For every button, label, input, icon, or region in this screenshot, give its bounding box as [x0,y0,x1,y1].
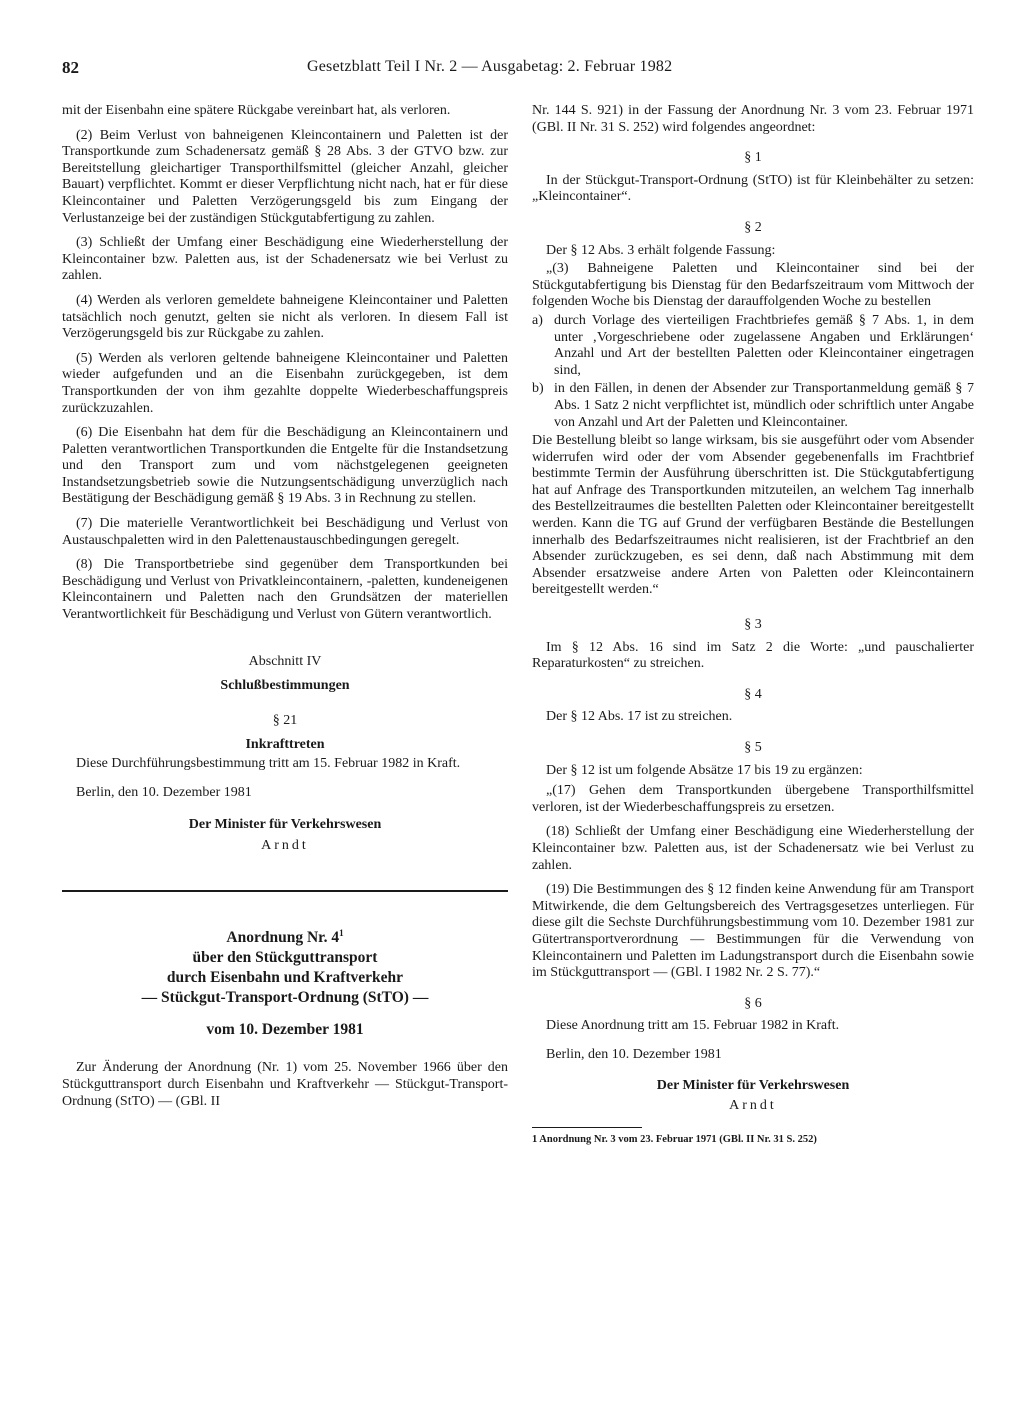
section-5-lead: Der § 12 ist um folgende Absätze 17 bis 19 zu ergänzen: [546,762,863,778]
list-label-a: a) [532,312,543,328]
section-5-number: § 5 [744,740,762,755]
paragraph-7: (7) Die materielle Verantwortlichkeit bei Beschädigung und Verlust von Austauschpaletten wird in den Palettenaustauschbedingungen geregelt. [62,516,508,548]
paragraph-2: (2) Beim Verlust von bahneigenen Kleincontainern und Paletten ist der Transportkunde zum Schadenersatz gemäß § 28 Abs. 3 der GTVO bzw. zur Bereitstellung gleichartiger Transporthilfsmittel (gleicher Anzahl, gleicher Bauart) verpflichtet. Kommt er dieser Verpflichtung nicht nach, hat er für diese Kleincontainer und Paletten Verzögerungsgeld bis zum Eingang der Verlustanzeige bei der zuständigen Stückgutabfertigung zu zahlen. [62,127,508,226]
section-6-text: Diese Anordnung tritt am 15. Februar 1982 in Kraft. [546,1018,840,1034]
section-1-text: In der Stückgut-Transport-Ordnung (StTO) ist für Kleinbehälter zu setzen: „Kleincontainer“. [532,172,974,205]
signature-right: Arndt [729,1098,777,1114]
paragraph-4: (4) Werden als verloren gemeldete bahneigene Kleincontainer und Paletten tatsächlich noch genutzt, gelten sie nicht als verloren. In diesem Fall ist Verzögerungsgeld bis zur Rückgabe zu zahlen. [62,292,508,342]
page-number: 82 [62,58,79,77]
section-3-number: § 3 [744,617,762,633]
order-title-line-4: — Stückgut-Transport-Ordnung (StTO) — [141,989,429,1007]
section-1-number: § 1 [744,150,762,166]
list-item-b [532,381,974,431]
section-label: Abschnitt IV [248,653,322,669]
footnote-marker: 1 [339,928,344,939]
right-column [532,103,974,1148]
list-text-a: durch Vorlage des vierteiligen Frachtbriefes gemäß § 7 Abs. 1, in dem unter ‚Vorgeschriebene oder zugelassene Angaben und Erklärungen‘ Anzahl und Art der bestellten Paletten oder Kleincontainer eingetragen sind, [554,312,974,378]
order-title-line-2: über den Stückguttransport [192,949,378,967]
footnote: 1 Anordnung Nr. 3 vom 23. Februar 1971 (GBl. II Nr. 31 S. 252) [532,1133,817,1145]
section-4-text: Der § 12 Abs. 17 ist zu streichen. [546,709,733,725]
order-title-line-3: durch Eisenbahn und Kraftverkehr [166,969,404,987]
section-title: Schlußbestimmungen [220,678,350,694]
section-5-para-19: (19) Die Bestimmungen des § 12 finden keine Anwendung für am Transport Mitwirkende, die dem Geltungsbereich des Vertragsgesetzes unterliegen. Für diese gilt die Sechste Durchführungsbestimmung vom 10. Dezember 1981 zur Gütertransportverordnung — Bestimmungen für die Verwendung von Kleincontainern und Paletten im Ladungstransport durch die Eisenbahn sowie im Stückguttransport — (GBl. I 1982 Nr. 2 S. 77).“ [532,882,974,981]
running-title: Gesetzblatt Teil I Nr. 2 — Ausgabetag: 2. Februar 1982 [307,58,673,75]
list-item-a [532,313,974,379]
section-2-quote: „(3) Bahneigene Paletten und Kleincontainer sind bei der Stückgutabfertigung bis Dienstag für den Bedarfszeitraum vom Mittwoch der folgenden Woche bis Dienstag der darauffolgenden Woche zu bestellen [532,261,974,310]
paragraph-8: (8) Die Transportbetriebe sind gegenüber dem Transportkunden bei Beschädigung und Verlust von Privatkleincontainern, -paletten, kundeneigenen Kleincontainern und Paletten nach den Grundsätzen der materiellen Verantwortlichkeit für Beschädigung und Verlust von Gütern verantwortlich. [62,557,508,623]
section-2-number: § 2 [744,219,762,235]
footnote-rule [532,1127,642,1128]
place-date: Berlin, den 10. Dezember 1981 [76,784,252,800]
order-heading [62,928,508,1040]
section-5-para-18: (18) Schließt der Umfang einer Beschädigung eine Wiederherstellung der Kleincontainer bzw. Paletten aus, ist der Schadenersatz wie bei Verlust zu zahlen. [532,824,974,873]
paragraph-6: (6) Die Eisenbahn hat dem für die Beschädigung an Kleincontainern und Paletten verantwortlichen Transportkunden die Entgelte für die Instandsetzung und den Transport zum und vom nächstgelegenen geeigneten Instandsetzungsbetrieb sowie die Nutzungsentschädigung unverzüglich nach Bestätigung der Beschädigung gemäß § 19 Abs. 3 in Rechnung zu stellen. [62,425,508,507]
minister-title-right: Der Minister für Verkehrswesen [656,1077,850,1093]
page-header [62,58,974,82]
paragraph-intro: mit der Eisenbahn eine spätere Rückgabe vereinbart hat, als verloren. [62,103,451,118]
place-date-right: Berlin, den 10. Dezember 1981 [546,1046,722,1062]
paragraph-21-number: § 21 [272,712,298,728]
paragraph-5: (5) Werden als verloren geltende bahneigene Kleincontainer und Paletten wieder aufgefunden und an die Eisenbahn zurückgegeben, ist dem Transportkunden der von ihm gezahlte doppelte Wiederbeschaffungspreis zurückzuzahlen. [62,350,508,416]
paragraph-3: (3) Schließt der Umfang einer Beschädigung eine Wiederherstellung der Kleincontainer bzw. Paletten aus, ist der Schadenersatz wie bei Verlust zu zahlen. [62,235,508,284]
order-date: vom 10. Dezember 1981 [206,1021,364,1039]
order-title-line-1: Anordnung Nr. 4 [226,929,340,947]
paragraph-21-text: Diese Durchführungsbestimmung tritt am 15. Februar 1982 in Kraft. [76,756,461,771]
list-label-b: b) [532,381,544,397]
signature: Arndt [261,837,309,853]
section-3-text: Im § 12 Abs. 16 sind im Satz 2 die Worte: „und pauschalierter Reparaturkosten“ zu streichen. [532,639,974,672]
section-4-number: § 4 [744,686,762,702]
section-2-rest: Die Bestellung bleibt so lange wirksam, bis sie ausgeführt oder vom Absender widerrufen wird oder der vom Absender gegebenenfalls im Frachtbrief bestimmte Termin der Ausführung überschritten ist. Die Stückgutabfertigung hat auf Anfrage des Transportkunden mitzuteilen, an welchem Tag innerhalb des Bestellzeitraumes die bestellten Paletten oder Kleincontainer bereitgestellt werden. Kann die TG auf Grund der verfügbaren Bestände die Bestellungen innerhalb des Bedarfszeitraumes nicht realisieren, ist der Frachtbrief an den Absender zurückzugeben, es sei denn, daß nach Abstimmung mit dem Absender ersatzweise andere Arten von Paletten oder Kleincontainern bereitgestellt werden.“ [532,433,974,598]
section-5-para-17: „(17) Gehen dem Transportkunden übergebene Transporthilfsmittel verloren, ist der Wiederbeschaffungspreis zu ersetzen. [532,783,974,815]
paragraph-21-title: Inkrafttreten [245,737,325,753]
section-6-number: § 6 [744,995,762,1011]
left-column [62,103,508,1110]
section-2-lead: Der § 12 Abs. 3 erhält folgende Fassung: [546,242,776,258]
order-intro-continued: Nr. 144 S. 921) in der Fassung der Anordnung Nr. 3 vom 23. Februar 1971 (GBl. II Nr. 31 S. 252) wird folgendes angeordnet: [532,103,974,135]
section-divider [62,890,508,892]
minister-title: Der Minister für Verkehrswesen [188,817,382,833]
list-text-b: in den Fällen, in denen der Absender zur Transportanmeldung gemäß § 7 Abs. 1 Satz 2 nicht verpflichtet ist, mündlich oder schriftlich unter Angabe von Anzahl und Art der Paletten und Kleincontainer. [554,381,974,430]
order-intro: Zur Änderung der Anordnung (Nr. 1) vom 25. November 1966 über den Stückguttransport durch Eisenbahn und Kraftverkehr — Stückgut-Transport-Ordnung (StTO) — (GBl. II [62,1060,508,1109]
